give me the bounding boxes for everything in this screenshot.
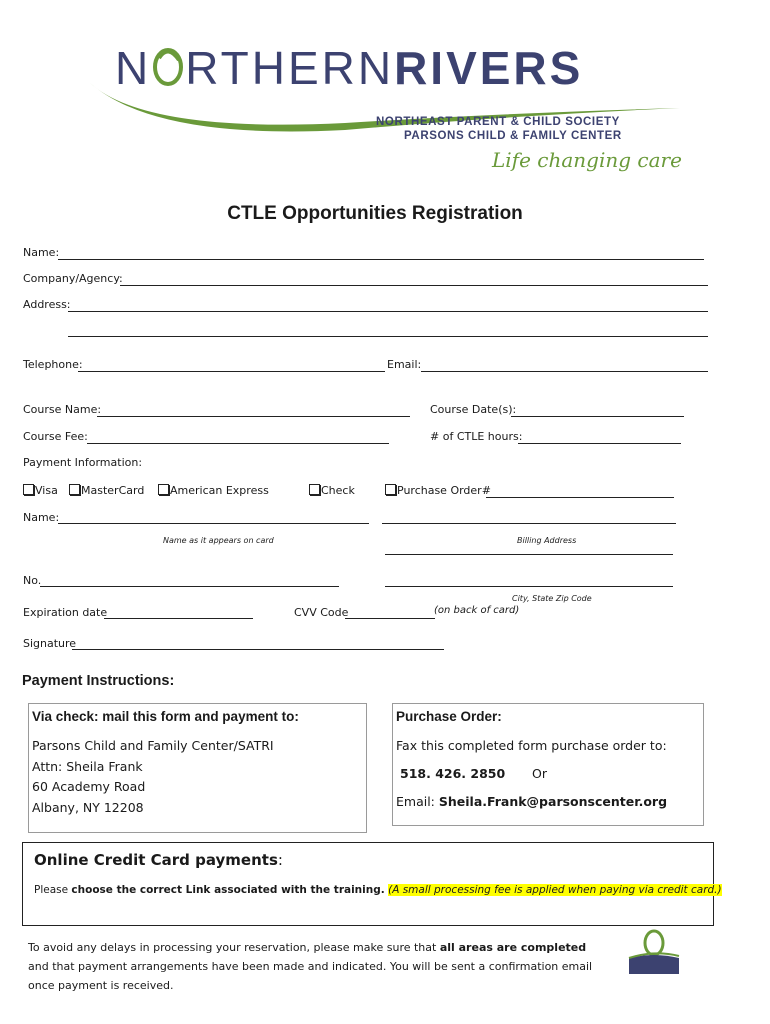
billing-address-field[interactable] (382, 523, 676, 524)
amex-checkbox[interactable] (158, 484, 169, 495)
expiration-label: Expiration date (23, 606, 108, 619)
cvv-note-text: on back of card (437, 605, 516, 616)
visa-label: Visa (35, 484, 58, 497)
po-fax-instruction: Fax this completed form purchase order to: (396, 738, 667, 753)
online-please: Please (34, 884, 72, 896)
address-field-2[interactable] (68, 336, 708, 337)
po-checkbox[interactable] (385, 484, 396, 495)
name-field[interactable] (58, 259, 704, 260)
visa-checkbox[interactable] (23, 484, 34, 495)
check-address-line-2: Attn: Sheila Frank (32, 759, 143, 774)
tagline: Life changing care (492, 148, 682, 172)
email-label: Email: (387, 358, 422, 371)
check-label: Check (321, 484, 355, 497)
po-number-field[interactable] (486, 497, 674, 498)
org-line-2: PARSONS CHILD & FAMILY CENTER (404, 130, 622, 142)
signature-label: Signature (23, 637, 77, 650)
billing-caption: Billing Address (517, 536, 577, 545)
course-fee-label: Course Fee: (23, 430, 88, 443)
online-heading-text: Online Credit Card payments (34, 851, 278, 869)
footer-text-1: To avoid any delays in processing your reservation, please make sure that (28, 941, 440, 954)
check-address-line-4: Albany, NY 12208 (32, 800, 144, 815)
org-line-1: NORTHEAST PARENT & CHILD SOCIETY (376, 116, 620, 128)
signature-field[interactable] (72, 649, 444, 650)
course-dates-field[interactable] (511, 416, 684, 417)
online-choose-link: choose the correct Link associated with the training. (71, 884, 385, 896)
telephone-field[interactable] (78, 371, 385, 372)
course-fee-field[interactable] (87, 443, 389, 444)
amex-label: American Express (170, 484, 269, 497)
company-label: Company/Agency: (23, 272, 123, 285)
ctle-hours-label: # of CTLE hours: (430, 430, 523, 443)
option-check[interactable] (309, 484, 355, 497)
online-heading (34, 851, 283, 869)
option-mastercard[interactable] (69, 484, 144, 497)
purchase-order-box (392, 703, 704, 826)
card-name-label: Name: (23, 511, 60, 524)
name-caption: Name as it appears on card (163, 536, 274, 545)
check-address-line-1: Parsons Child and Family Center/SATRI (32, 738, 274, 753)
expiration-field[interactable] (104, 618, 253, 619)
po-email-link[interactable]: Sheila.Frank@parsonscenter.org (438, 794, 668, 809)
mastercard-label: MasterCard (81, 484, 145, 497)
address-label: Address: (23, 298, 71, 311)
city-state-zip-field[interactable] (385, 586, 673, 587)
footer-text-2: and that payment arrangements have been made and indicated. You will be sent a confirmation email once payment is received. (28, 960, 593, 992)
po-heading: Purchase Order: (396, 709, 502, 724)
logo-letter-n: N (115, 42, 152, 94)
online-instruction (34, 884, 722, 896)
online-fee-note: (A small processing fee is applied when paying via credit card.) (388, 884, 722, 896)
option-visa[interactable] (23, 484, 58, 497)
billing-address-field-2[interactable] (385, 554, 673, 555)
card-number-field[interactable] (40, 586, 339, 587)
check-address-line-3: 60 Academy Road (32, 779, 146, 794)
po-fax-number: 518. 426. 2850 (400, 766, 506, 781)
card-name-field[interactable] (58, 523, 369, 524)
cvv-label: CVV Code (294, 606, 349, 619)
footer-note (28, 938, 608, 995)
email-field[interactable] (421, 371, 708, 372)
course-name-field[interactable] (97, 416, 410, 417)
payment-info-label: Payment Information: (23, 456, 143, 469)
logo-northern: RTHERN (185, 42, 395, 94)
online-heading-colon: : (277, 851, 283, 869)
po-email-label: Email: (396, 794, 439, 809)
telephone-label: Telephone: (23, 358, 83, 371)
company-field[interactable] (120, 285, 708, 286)
ctle-hours-field[interactable] (518, 443, 681, 444)
check-box (28, 703, 367, 833)
po-or: Or (532, 766, 547, 781)
cvv-note: (on back of card) (434, 605, 520, 616)
option-amex[interactable] (158, 484, 269, 497)
check-heading: Via check: mail this form and payment to: (32, 709, 299, 724)
po-label: Purchase Order# (397, 484, 491, 497)
address-field-1[interactable] (68, 311, 708, 312)
name-label: Name: (23, 246, 60, 259)
mastercard-checkbox[interactable] (69, 484, 80, 495)
po-email-line (396, 794, 667, 809)
city-caption: City, State Zip Code (512, 594, 592, 603)
online-payment-box (22, 842, 722, 926)
small-logo-icon (627, 928, 681, 978)
footer-bold: all areas are completed (439, 941, 587, 954)
course-dates-label: Course Date(s): (430, 403, 517, 416)
cvv-field[interactable] (345, 618, 435, 619)
payment-instructions-heading: Payment Instructions: (22, 673, 175, 689)
page-title: CTLE Opportunities Registration (227, 203, 523, 224)
course-name-label: Course Name: (23, 403, 102, 416)
check-checkbox[interactable] (309, 484, 320, 495)
card-number-label: No. (23, 574, 42, 587)
option-purchase-order[interactable] (385, 484, 491, 497)
logo-river-swoosh (85, 78, 685, 138)
logo-rivers: RIVERS (394, 42, 584, 94)
